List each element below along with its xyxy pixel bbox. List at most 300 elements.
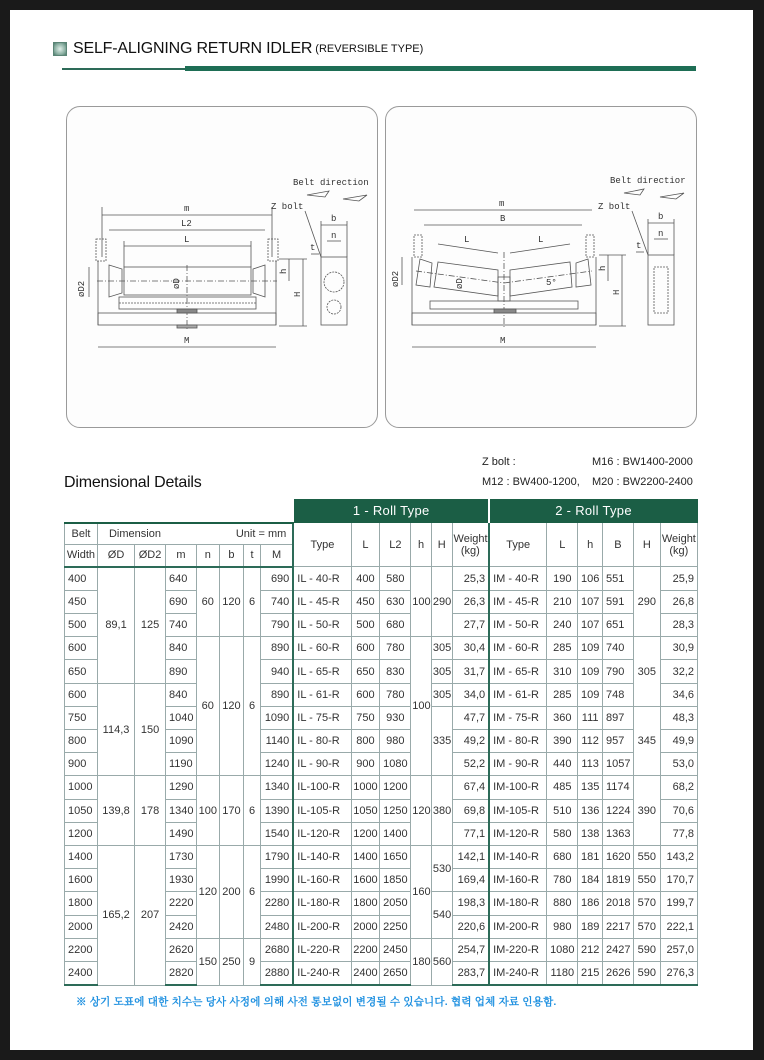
cell-belt-width: 800 [65, 730, 98, 753]
cell-type-2: IM - 45-R [489, 590, 547, 613]
cell-type-2: IM-200-R [489, 915, 547, 938]
label-L2: L2 [181, 219, 192, 229]
label-B: B [500, 214, 506, 224]
cell-L-2: 285 [547, 683, 578, 706]
cell-weight-2: 30,9 [660, 637, 697, 660]
cell-h1: 380 [431, 776, 452, 846]
cell-B-2: 957 [603, 730, 634, 753]
group-header-2-roll: 2 - Roll Type [489, 500, 697, 523]
cell-t: 6 [244, 637, 260, 776]
zbolt-m12: M12 : BW400-1200, [482, 476, 580, 488]
right-bracket [268, 239, 278, 261]
cell-type-1: IL - 60-R [293, 637, 351, 660]
cell-M: 1240 [260, 753, 293, 776]
cell-L-1: 1200 [351, 822, 380, 845]
cell-weight-1: 67,4 [452, 776, 489, 799]
cell-belt-width: 600 [65, 637, 98, 660]
cell-weight-2: 222,1 [660, 915, 697, 938]
label-b: b [658, 212, 664, 222]
cell-L2-1: 930 [380, 706, 411, 729]
label-z-bolt: Z bolt [598, 202, 631, 212]
cell-type-1: IL-105-R [293, 799, 351, 822]
cell-L2-1: 980 [380, 730, 411, 753]
cell-L-2: 1180 [547, 961, 578, 985]
zbolt-label: Z bolt : [482, 456, 516, 468]
cell-n: 100 [196, 776, 219, 846]
cell-L-1: 1400 [351, 845, 380, 868]
cell-type-2: IM-100-R [489, 776, 547, 799]
cell-h-2: 109 [578, 660, 603, 683]
cell-L-1: 800 [351, 730, 380, 753]
label-h: h [279, 268, 289, 274]
cell-d2: 178 [135, 776, 166, 846]
label-n: n [658, 229, 664, 239]
cell-L-1: 650 [351, 660, 380, 683]
cell-h2: 305 [633, 637, 660, 707]
cell-type-1: IL - 50-R [293, 614, 351, 637]
cell-B-2: 740 [603, 637, 634, 660]
cell-M: 1790 [260, 845, 293, 868]
cell-L-2: 210 [547, 590, 578, 613]
cell-M: 2480 [260, 915, 293, 938]
cell-t: 6 [244, 845, 260, 938]
cell-weight-2: 53,0 [660, 753, 697, 776]
cell-b: 250 [219, 938, 244, 985]
cell-m: 1090 [166, 730, 197, 753]
cell-m: 1490 [166, 822, 197, 845]
cell-M: 1090 [260, 706, 293, 729]
kg-label: (kg) [460, 544, 480, 557]
cell-belt-width: 2200 [65, 938, 98, 961]
cell-belt-width: 750 [65, 706, 98, 729]
cell-h2: 345 [633, 706, 660, 776]
cell-L-1: 750 [351, 706, 380, 729]
label-D2: øD2 [77, 280, 87, 297]
table-body [65, 567, 698, 985]
right-roller [510, 262, 572, 296]
cell-type-2: IM-120-R [489, 822, 547, 845]
side-bracket [648, 255, 674, 325]
col-L-1: L [351, 523, 380, 567]
cell-m: 1190 [166, 753, 197, 776]
cell-h1: 530 [431, 845, 452, 891]
cell-belt-width: 600 [65, 683, 98, 706]
cell-belt-width: 1050 [65, 799, 98, 822]
cell-L-2: 580 [547, 822, 578, 845]
col-D: ØD [97, 544, 134, 567]
cell-B-2: 551 [603, 567, 634, 591]
label-t: t [636, 241, 642, 251]
cell-L2-1: 680 [380, 614, 411, 637]
cell-d: 165,2 [97, 845, 134, 985]
cell-b: 170 [219, 776, 244, 846]
cell-h1: 180 [411, 938, 432, 985]
cell-weight-2: 77,8 [660, 822, 697, 845]
cell-B-2: 748 [603, 683, 634, 706]
cell-B-2: 1363 [603, 822, 634, 845]
cell-d: 139,8 [97, 776, 134, 846]
cell-weight-2: 170,7 [660, 869, 697, 892]
cell-L-1: 2200 [351, 938, 380, 961]
zbolt-m16: M16 : BW1400-2000 [592, 456, 693, 468]
cell-belt-width: 650 [65, 660, 98, 683]
cell-L-1: 900 [351, 753, 380, 776]
label-belt-direction: Belt direction [293, 178, 369, 188]
label-H: H [612, 289, 622, 295]
cell-L-1: 500 [351, 614, 380, 637]
cell-M: 890 [260, 637, 293, 660]
label-b: b [331, 214, 337, 224]
cell-n: 150 [196, 938, 219, 985]
label-D: øD [172, 278, 182, 289]
belt-direction-arrows [307, 191, 367, 201]
cell-L2-1: 1080 [380, 753, 411, 776]
table-row [65, 567, 698, 591]
weight-label: Weight [661, 532, 696, 545]
cell-belt-width: 1000 [65, 776, 98, 799]
cell-belt-width: 1200 [65, 822, 98, 845]
cell-L-1: 1050 [351, 799, 380, 822]
cell-L2-1: 2050 [380, 892, 411, 915]
cell-type-1: IL - 61-R [293, 683, 351, 706]
cell-type-1: IL - 40-R [293, 567, 351, 591]
cell-t: 6 [244, 776, 260, 846]
col-L-2: L [547, 523, 578, 567]
cell-weight-1: 34,0 [452, 683, 489, 706]
label-z-bolt: Z bolt [271, 202, 304, 212]
col-weight-1 [452, 523, 489, 567]
cell-L-1: 1800 [351, 892, 380, 915]
table-row [65, 683, 698, 706]
cell-type-1: IL-120-R [293, 822, 351, 845]
cell-h-2: 136 [578, 799, 603, 822]
cell-L-2: 485 [547, 776, 578, 799]
cell-weight-2: 49,9 [660, 730, 697, 753]
cell-type-1: IL - 45-R [293, 590, 351, 613]
dim-line-L-left [438, 244, 498, 253]
cell-weight-2: 25,9 [660, 567, 697, 591]
cell-h2: 390 [633, 776, 660, 846]
dimensions-table [64, 499, 698, 986]
cell-weight-2: 143,2 [660, 845, 697, 868]
cell-L-2: 880 [547, 892, 578, 915]
cell-belt-width: 400 [65, 567, 98, 591]
col-L2-1: L2 [380, 523, 411, 567]
cell-m: 1290 [166, 776, 197, 799]
footnote: ※ 상기 도표에 대한 치수는 당사 사정에 의해 사전 통보없이 변경될 수 있습니다. 협력 업체 자료 인용함. [76, 996, 557, 1008]
cell-h1: 305 [431, 683, 452, 706]
cell-type-1: IL-220-R [293, 938, 351, 961]
cell-d: 114,3 [97, 683, 134, 776]
label-angle: 5° [546, 278, 557, 288]
cell-m: 2420 [166, 915, 197, 938]
cell-M: 1340 [260, 776, 293, 799]
cell-L2-1: 1200 [380, 776, 411, 799]
cell-h-2: 109 [578, 637, 603, 660]
col-H-1: H [431, 523, 452, 567]
col-D2: ØD2 [135, 544, 166, 567]
cell-n: 60 [196, 637, 219, 776]
col-belt: Belt [65, 523, 98, 545]
cell-m: 1040 [166, 706, 197, 729]
diagram-1-roll-drawing [67, 107, 377, 427]
cell-h1: 160 [411, 845, 432, 938]
cell-belt-width: 450 [65, 590, 98, 613]
cell-weight-1: 69,8 [452, 799, 489, 822]
cell-type-2: IM-240-R [489, 961, 547, 985]
cell-M: 890 [260, 683, 293, 706]
cell-h-2: 181 [578, 845, 603, 868]
label-n: n [331, 231, 337, 241]
label-M: M [500, 336, 506, 346]
cell-L-1: 2000 [351, 915, 380, 938]
cell-M: 2280 [260, 892, 293, 915]
col-h-1: h [411, 523, 432, 567]
cell-type-2: IM-140-R [489, 845, 547, 868]
cell-h-2: 215 [578, 961, 603, 985]
cell-weight-2: 70,6 [660, 799, 697, 822]
cell-L-2: 240 [547, 614, 578, 637]
header-rule-thick [185, 66, 696, 71]
page-header [53, 40, 423, 58]
col-h-2: h [578, 523, 603, 567]
col-t: t [244, 544, 260, 567]
cell-weight-1: 198,3 [452, 892, 489, 915]
dimension-label: Dimension [108, 527, 161, 540]
cell-h-2: 111 [578, 706, 603, 729]
cell-t: 6 [244, 567, 260, 637]
cell-L2-1: 2250 [380, 915, 411, 938]
cell-b: 200 [219, 845, 244, 938]
weight-label: Weight [453, 532, 488, 545]
cell-type-1: IL - 90-R [293, 753, 351, 776]
cell-h1: 100 [411, 637, 432, 776]
cell-type-1: IL-140-R [293, 845, 351, 868]
cell-L-2: 190 [547, 567, 578, 591]
cell-h-2: 109 [578, 683, 603, 706]
cell-L-2: 285 [547, 637, 578, 660]
cell-weight-1: 254,7 [452, 938, 489, 961]
cell-weight-2: 48,3 [660, 706, 697, 729]
cell-L-2: 780 [547, 869, 578, 892]
header-rule-thin [62, 68, 185, 70]
cell-L2-1: 830 [380, 660, 411, 683]
diagram-2-roll-drawing [386, 107, 696, 427]
cell-type-2: IM-180-R [489, 892, 547, 915]
cell-h-2: 113 [578, 753, 603, 776]
cell-m: 740 [166, 614, 197, 637]
cell-L-1: 450 [351, 590, 380, 613]
cell-m: 1930 [166, 869, 197, 892]
cell-type-2: IM - 60-R [489, 637, 547, 660]
side-bracket [321, 257, 347, 325]
cell-M: 2880 [260, 961, 293, 985]
cell-weight-2: 199,7 [660, 892, 697, 915]
cell-weight-2: 28,3 [660, 614, 697, 637]
cell-L-2: 390 [547, 730, 578, 753]
cell-weight-1: 49,2 [452, 730, 489, 753]
cell-L-2: 510 [547, 799, 578, 822]
col-width: Width [65, 544, 98, 567]
diagram-1-roll [66, 106, 378, 428]
cell-B-2: 897 [603, 706, 634, 729]
cell-B-2: 2018 [603, 892, 634, 915]
cell-B-2: 651 [603, 614, 634, 637]
cell-h-2: 107 [578, 590, 603, 613]
cell-type-2: IM - 61-R [489, 683, 547, 706]
cell-type-2: IM-105-R [489, 799, 547, 822]
cell-weight-1: 26,3 [452, 590, 489, 613]
cell-weight-1: 220,6 [452, 915, 489, 938]
cell-L2-1: 2450 [380, 938, 411, 961]
cell-h-2: 212 [578, 938, 603, 961]
col-n: n [196, 544, 219, 567]
cell-h1: 100 [411, 567, 432, 637]
kg-label: (kg) [669, 544, 689, 557]
cell-belt-width: 1400 [65, 845, 98, 868]
cell-h2: 550 [633, 869, 660, 892]
cell-M: 1390 [260, 799, 293, 822]
cell-weight-2: 32,2 [660, 660, 697, 683]
cell-m: 840 [166, 683, 197, 706]
col-dimension [97, 523, 293, 545]
label-m: m [184, 204, 190, 214]
col-weight-2 [660, 523, 697, 567]
left-roller [434, 262, 498, 296]
cell-d: 89,1 [97, 567, 134, 683]
cell-h2: 550 [633, 845, 660, 868]
label-M: M [184, 336, 190, 346]
cell-h-2: 107 [578, 614, 603, 637]
cell-d2: 150 [135, 683, 166, 776]
cell-L2-1: 1850 [380, 869, 411, 892]
cell-type-2: IM - 65-R [489, 660, 547, 683]
page-subtitle: (REVERSIBLE TYPE) [315, 43, 424, 55]
cell-h2: 290 [633, 567, 660, 637]
cell-M: 2680 [260, 938, 293, 961]
label-h: h [598, 265, 608, 271]
section-title: Dimensional Details [64, 474, 202, 491]
cell-L-2: 440 [547, 753, 578, 776]
col-H-2: H [633, 523, 660, 567]
left-bracket [96, 239, 106, 261]
col-type-1: Type [293, 523, 351, 567]
cell-h1: 305 [431, 660, 452, 683]
cell-L-1: 1600 [351, 869, 380, 892]
cell-m: 640 [166, 567, 197, 591]
cell-weight-2: 68,2 [660, 776, 697, 799]
cell-M: 1990 [260, 869, 293, 892]
cell-h2: 590 [633, 938, 660, 961]
cell-B-2: 1819 [603, 869, 634, 892]
cell-L-1: 1000 [351, 776, 380, 799]
cell-belt-width: 2400 [65, 961, 98, 985]
cell-weight-1: 30,4 [452, 637, 489, 660]
cell-m: 1340 [166, 799, 197, 822]
cell-B-2: 1057 [603, 753, 634, 776]
cell-b: 120 [219, 637, 244, 776]
diagram-2-roll [385, 106, 697, 428]
cell-weight-2: 276,3 [660, 961, 697, 985]
cell-type-2: IM - 40-R [489, 567, 547, 591]
col-b: b [219, 544, 244, 567]
cell-weight-1: 142,1 [452, 845, 489, 868]
cell-L2-1: 580 [380, 567, 411, 591]
cell-h1: 290 [431, 567, 452, 637]
cell-M: 940 [260, 660, 293, 683]
cell-weight-1: 25,3 [452, 567, 489, 591]
cell-B-2: 591 [603, 590, 634, 613]
cell-L-2: 980 [547, 915, 578, 938]
label-t: t [310, 243, 316, 253]
col-type-2: Type [489, 523, 547, 567]
cell-h2: 570 [633, 915, 660, 938]
cell-m: 840 [166, 637, 197, 660]
cell-B-2: 2427 [603, 938, 634, 961]
label-D: øD [455, 278, 465, 289]
cell-L2-1: 630 [380, 590, 411, 613]
label-D2: øD2 [391, 270, 401, 287]
cell-L-1: 400 [351, 567, 380, 591]
square-bullet-icon [53, 42, 67, 56]
cell-n: 120 [196, 845, 219, 938]
unit-label: Unit = mm [235, 527, 287, 540]
cell-belt-width: 500 [65, 614, 98, 637]
belt-direction-arrows [624, 189, 684, 199]
cell-L2-1: 2650 [380, 961, 411, 985]
cell-weight-1: 47,7 [452, 706, 489, 729]
cell-weight-1: 169,4 [452, 869, 489, 892]
cell-L-1: 600 [351, 683, 380, 706]
col-M: M [260, 544, 293, 567]
cell-type-1: IL-160-R [293, 869, 351, 892]
label-L: L [184, 235, 190, 245]
cell-type-2: IM-220-R [489, 938, 547, 961]
label-L-left: L [464, 235, 470, 245]
cell-type-2: IM - 75-R [489, 706, 547, 729]
cell-B-2: 2626 [603, 961, 634, 985]
cell-L-2: 310 [547, 660, 578, 683]
cell-m: 2820 [166, 961, 197, 985]
cell-n: 60 [196, 567, 219, 637]
cell-B-2: 790 [603, 660, 634, 683]
group-header-1-roll: 1 - Roll Type [293, 500, 489, 523]
cell-L2-1: 1250 [380, 799, 411, 822]
cell-weight-1: 31,7 [452, 660, 489, 683]
cell-type-1: IL - 75-R [293, 706, 351, 729]
cell-b: 120 [219, 567, 244, 637]
cell-h-2: 184 [578, 869, 603, 892]
cell-type-1: IL - 80-R [293, 730, 351, 753]
cell-d2: 125 [135, 567, 166, 683]
cell-h1: 305 [431, 637, 452, 660]
table-row [65, 845, 698, 868]
cell-h-2: 186 [578, 892, 603, 915]
cell-weight-2: 34,6 [660, 683, 697, 706]
cell-m: 1730 [166, 845, 197, 868]
label-belt-direction: Belt directior [610, 176, 686, 186]
cell-h-2: 138 [578, 822, 603, 845]
cell-type-2: IM-160-R [489, 869, 547, 892]
cell-h1: 540 [431, 892, 452, 938]
dim-line-L-right [510, 244, 570, 253]
cell-B-2: 1224 [603, 799, 634, 822]
cell-belt-width: 2000 [65, 915, 98, 938]
cell-L-2: 680 [547, 845, 578, 868]
cell-belt-width: 1600 [65, 869, 98, 892]
cell-M: 690 [260, 567, 293, 591]
cell-L-2: 1080 [547, 938, 578, 961]
